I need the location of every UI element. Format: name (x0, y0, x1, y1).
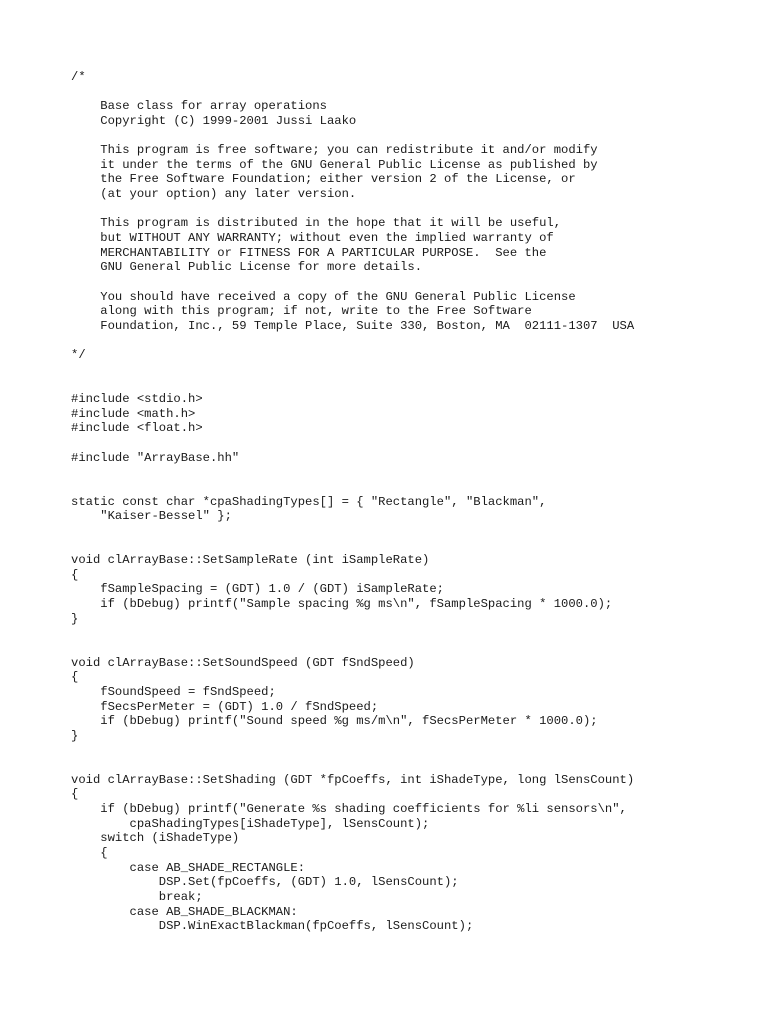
code-line: fSampleSpacing = (GDT) 1.0 / (GDT) iSampleRate; (71, 582, 444, 597)
code-line: void clArrayBase::SetSoundSpeed (GDT fSndSpeed) (71, 655, 415, 670)
code-line: fSoundSpeed = fSndSpeed; (71, 684, 276, 699)
code-line: { (71, 787, 79, 802)
code-line: void clArrayBase::SetShading (GDT *fpCoeffs, int iShadeType, long lSensCount) (71, 772, 635, 787)
code-line (71, 129, 751, 144)
code-line: DSP.WinExactBlackman(fpCoeffs, lSensCount); (71, 919, 474, 934)
code-line: #include <float.h> (71, 421, 203, 436)
code-line: static const char *cpaShadingTypes[] = { "Rectangle", "Blackman", (71, 494, 547, 509)
code-line: case AB_SHADE_RECTANGLE: (71, 860, 306, 875)
code-line: /* (71, 70, 86, 84)
code-line: but WITHOUT ANY WARRANTY; without even the implied warranty of (71, 231, 554, 246)
code-line: GNU General Public License for more details. (71, 260, 423, 275)
code-line (71, 626, 751, 641)
code-line (71, 334, 751, 349)
code-line: You should have received a copy of the GNU General Public License (71, 289, 576, 304)
code-line: } (71, 611, 79, 626)
code-line (71, 85, 751, 100)
code-line (71, 202, 751, 217)
code-line (71, 436, 751, 451)
code-line: { (71, 567, 79, 582)
code-line: { (71, 670, 79, 685)
code-line: if (bDebug) printf("Sample spacing %g ms\n", fSampleSpacing * 1000.0); (71, 597, 613, 612)
code-line: switch (iShadeType) (71, 831, 240, 846)
code-line: This program is distributed in the hope that it will be useful, (71, 216, 562, 231)
code-line (71, 524, 751, 539)
code-line: #include <math.h> (71, 406, 196, 421)
code-line: it under the terms of the GNU General Public License as published by (71, 157, 598, 172)
code-line (71, 641, 751, 656)
code-line: if (bDebug) printf("Generate %s shading coefficients for %li sensors\n", (71, 802, 627, 817)
code-line: #include <stdio.h> (71, 392, 203, 407)
code-line: This program is free software; you can redistribute it and/or modify (71, 143, 598, 158)
code-line: (at your option) any later version. (71, 187, 357, 202)
code-line: Foundation, Inc., 59 Temple Place, Suite 330, Boston, MA 02111-1307 USA (71, 318, 635, 333)
code-line: void clArrayBase::SetSampleRate (int iSampleRate) (71, 553, 430, 568)
code-line (71, 465, 751, 480)
code-line: break; (71, 889, 203, 904)
code-line: Copyright (C) 1999-2001 Jussi Laako (71, 113, 357, 128)
code-line (71, 480, 751, 495)
document-page (71, 70, 751, 934)
code-line (71, 743, 751, 758)
code-line (71, 377, 751, 392)
code-line: if (bDebug) printf("Sound speed %g ms/m\n", fSecsPerMeter * 1000.0); (71, 714, 598, 729)
code-line: cpaShadingTypes[iShadeType], lSensCount); (71, 816, 430, 831)
code-line (71, 275, 751, 290)
code-line: the Free Software Foundation; either version 2 of the License, or (71, 172, 576, 187)
code-line (71, 363, 751, 378)
code-line: } (71, 728, 79, 743)
code-line: DSP.Set(fpCoeffs, (GDT) 1.0, lSensCount); (71, 875, 459, 890)
code-line: MERCHANTABILITY or FITNESS FOR A PARTICULAR PURPOSE. See the (71, 245, 547, 260)
code-line: */ (71, 348, 86, 363)
code-line: along with this program; if not, write to the Free Software (71, 304, 532, 319)
code-line: case AB_SHADE_BLACKMAN: (71, 904, 298, 919)
code-line: #include "ArrayBase.hh" (71, 450, 240, 465)
code-line (71, 539, 751, 554)
code-line: "Kaiser-Bessel" }; (71, 509, 232, 524)
code-line: Base class for array operations (71, 99, 327, 114)
code-line: { (71, 845, 108, 860)
code-line (71, 758, 751, 773)
code-line: fSecsPerMeter = (GDT) 1.0 / fSndSpeed; (71, 699, 379, 714)
